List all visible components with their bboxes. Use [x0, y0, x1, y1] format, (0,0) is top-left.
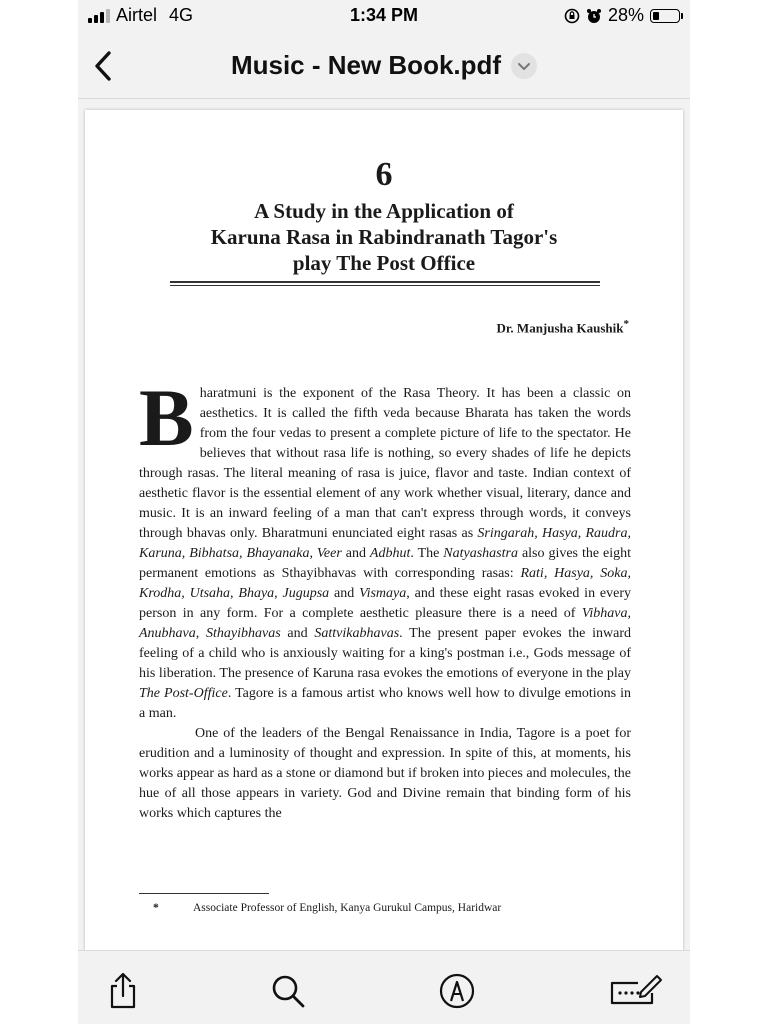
chevron-down-icon [517, 61, 531, 71]
status-bar [78, 0, 690, 34]
paragraph-text: . The present paper evokes the inward feeling of a child who is anxiously waiting for a king's postman i.e., Gods message of his liberation. The presence of Karuna rasa evokes the emotions of everyone in the play [139, 626, 632, 681]
paragraph-text: , and these eight rasas evoked in every person in any form. For a complete aesthetic pleasure there is a need of [139, 586, 632, 621]
signature-icon [608, 971, 664, 1011]
search-button[interactable] [268, 971, 308, 1011]
navigation-bar [78, 34, 690, 99]
paragraph-text: and [280, 626, 315, 641]
paragraph-1 [139, 372, 632, 724]
alarm-icon [586, 8, 602, 24]
paragraph-text: and [341, 546, 370, 561]
paragraph-text: . Tagore is a famous artist who knows well how to divulge emotions in a man. [139, 686, 632, 721]
chapter-title [85, 198, 683, 276]
battery-fill [653, 12, 659, 20]
footnote-mark: * [153, 902, 159, 914]
status-time: 1:34 PM [349, 5, 419, 25]
italic-term: Natyashastra [443, 546, 518, 561]
markup-icon [437, 971, 477, 1011]
battery-icon [650, 9, 680, 23]
chapter-number: 6 [375, 156, 393, 193]
author-name: Dr. Manjusha Kaushik [496, 320, 624, 336]
document-title[interactable]: Music - New Book.pdf [230, 50, 502, 80]
status-right [564, 5, 680, 26]
paragraph-text: haratmuni is the exponent of the Rasa Theory. It has been a classic on aesthetics. It is called the fifth veda because Bharata has taken the words from the four vedas to present a complete picture of life to the spectator. He believes that without rasa life is nothing, so every shades of life he depicts through rasas. The literal meaning of rasa is juice, flavor and taste. Indian context of aesthetic flavor is the essential element of any work whether visual, literary, dance and music. It is an inward feeling of a man that can't express through words, it conveys through bhavas only. Bharatmuni enunciated eight rasas as [139, 386, 631, 541]
author-line [496, 318, 629, 336]
pdf-viewer-screen [78, 0, 690, 1024]
markup-button[interactable] [437, 971, 477, 1011]
title-menu-button[interactable] [511, 53, 537, 79]
battery-percent: 28% [607, 5, 644, 25]
paragraph-text: . The [410, 546, 444, 561]
signal-strength-icon [88, 9, 110, 23]
italic-term: Vismaya [359, 586, 407, 601]
share-icon [103, 971, 143, 1011]
italic-term: Adbhut [369, 546, 411, 561]
italic-term: Rati, Hasya, Soka, Krodha, Utsaha, Bhaya, Jugupsa [139, 566, 631, 601]
footnote-rule [139, 893, 269, 894]
italic-term: Sringarah, Hasya, Raudra, Karuna, Bibhatsa, Bhayanaka, Veer [139, 526, 631, 561]
search-icon [268, 971, 308, 1011]
footnote [153, 902, 501, 914]
carrier-name: Airtel [116, 5, 158, 25]
italic-term: Sattvikabhavas [314, 626, 400, 641]
share-button[interactable] [103, 971, 143, 1011]
body-text [139, 372, 632, 824]
footnote-text: Associate Professor of English, Kanya Gurukul Campus, Haridwar [193, 902, 502, 914]
bottom-toolbar [78, 950, 690, 1024]
title-group [78, 50, 690, 81]
pdf-page[interactable] [85, 110, 683, 950]
orientation-lock-icon [564, 8, 580, 24]
paragraph-text: also gives the eight permanent emotions as Sthayibhavas with corresponding rasas: [139, 546, 632, 581]
drop-cap: B [139, 372, 194, 463]
italic-term: The Post-Office [139, 686, 228, 701]
author-footnote-mark: * [623, 318, 629, 330]
paragraph-text: and [329, 586, 360, 601]
network-type: 4G [169, 5, 194, 25]
title-double-rule [170, 281, 600, 286]
paragraph-2: One of the leaders of the Bengal Renaissance in India, Tagore is a poet for erudition and a luminosity of thought and expression. In spite of this, at moments, his works appear as hard as a stone or diamond but if broken into pieces and molecules, the hue of all those appears in variety. God and Divine remain that binding form of his works which captures the [139, 726, 631, 821]
chapter-title-line: play The Post Office [292, 251, 476, 275]
chapter-title-line: Karuna Rasa in Rabindranath Tagor's [210, 225, 558, 249]
italic-term: Vibhava, Anubhava, Sthayibhavas [139, 606, 631, 641]
signature-button[interactable] [608, 971, 664, 1011]
status-left [88, 5, 193, 26]
chapter-title-line: A Study in the Application of [254, 199, 514, 223]
